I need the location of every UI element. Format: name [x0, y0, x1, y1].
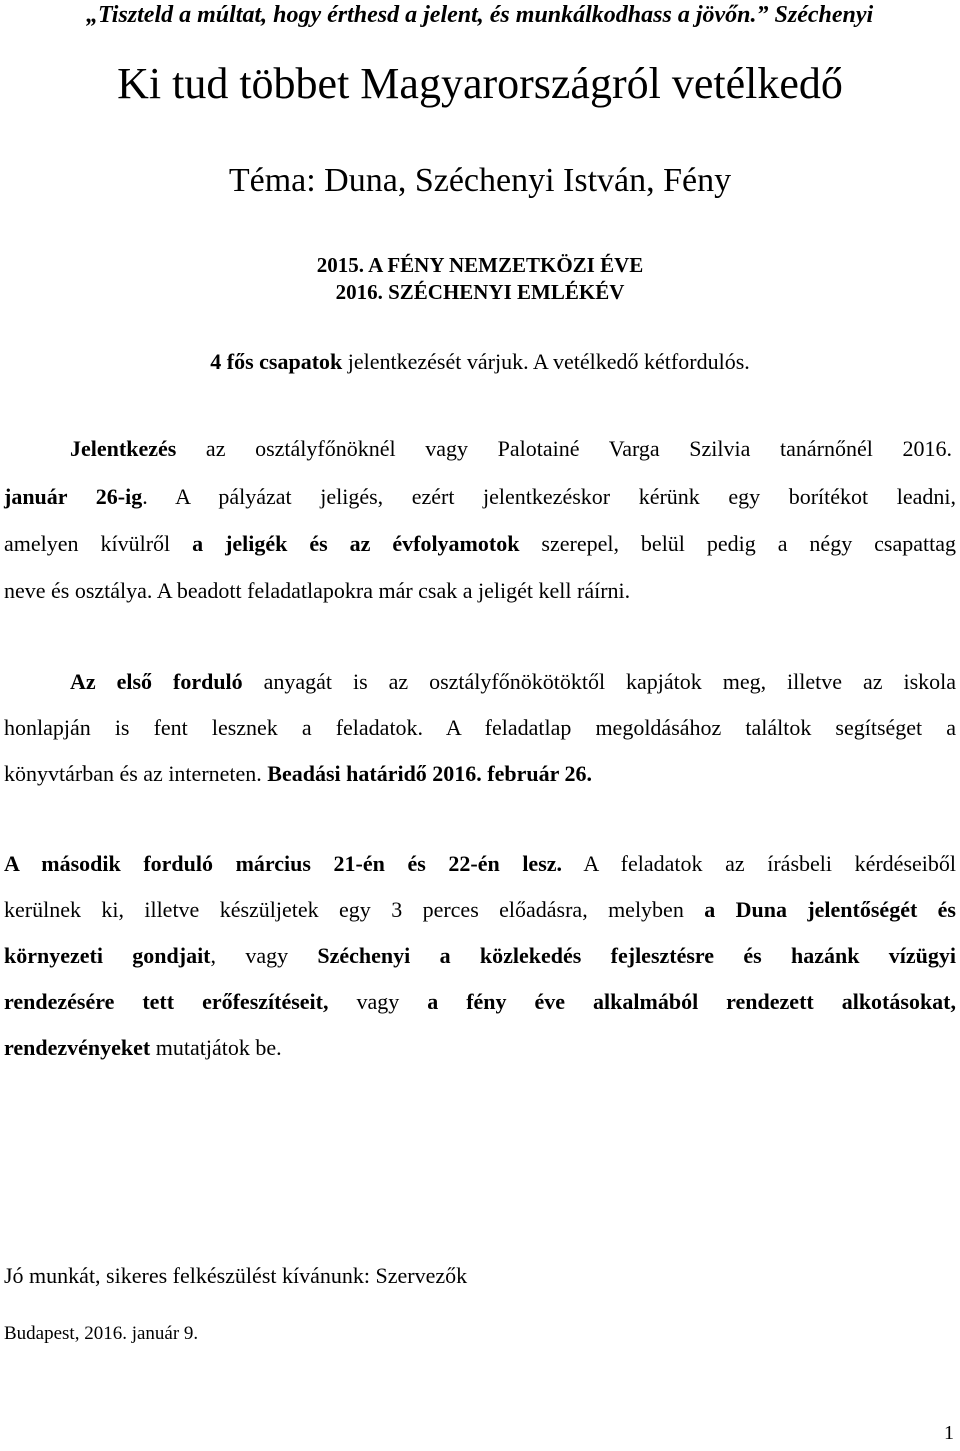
first-round-text: anyagát is az osztályfőnökötöktől kapjátok meg, illetve az iskola: [242, 669, 957, 694]
second-round-text: kerülnek ki, illetve készüljetek egy 3 perces előadásra, melyben: [4, 897, 705, 922]
year-line-1: 2015. A FÉNY NEMZETKÖZI ÉVE: [316, 253, 644, 277]
second-round-line-1: [4, 851, 956, 877]
first-round-line-1: [70, 669, 956, 695]
registration-line-1: [70, 436, 952, 462]
submission-deadline: Beadási határidő 2016. február 26.: [267, 761, 592, 786]
deadline-bold: január 26-ig: [4, 484, 143, 509]
first-round-text: könyvtárban és az interneten.: [4, 761, 268, 786]
second-round-text: vagy: [328, 989, 428, 1014]
registration-line-3: [4, 531, 956, 557]
document-subtitle: Téma: Duna, Széchenyi István, Fény: [228, 162, 732, 199]
topic-bold: a Duna jelentőségét és: [704, 897, 956, 922]
document-title: Ki tud többet Magyarországról vetélkedő: [117, 59, 843, 108]
second-round-text: mutatjátok be.: [150, 1035, 282, 1060]
page-number: 1: [944, 1422, 954, 1444]
topic-bold: rendezvényeket: [4, 1035, 151, 1060]
closing-line: Jó munkát, sikeres felkészülést kívánunk: Szervezők: [4, 1263, 468, 1288]
first-round-line-3: [4, 761, 956, 787]
first-round-bold: Az első forduló: [70, 669, 243, 694]
topic-bold: a fény éve alkalmából rendezett alkotásokat,: [427, 989, 956, 1014]
second-round-line-5: [4, 1035, 956, 1061]
envelope-bold: a jeligék és az évfolyamotok: [192, 531, 520, 556]
topic-bold: környezeti gondjait: [4, 943, 211, 968]
registration-text: az osztályfőnöknél vagy Palotainé Varga Szilvia tanárnőnél 2016.: [176, 436, 952, 461]
topic-bold: Széchenyi a közlekedés fejlesztésre és hazánk vízügyi: [317, 943, 957, 968]
teams-rest: jelentkezését várjuk. A vetélkedő kétfordulós.: [342, 349, 750, 374]
registration-line-2: [4, 484, 956, 510]
year-line-2: 2016. SZÉCHENYI EMLÉKÉV: [335, 280, 625, 304]
second-round-bold: A második forduló március 21-én és 22-én lesz.: [4, 851, 563, 876]
motto-quote: „Tiszteld a múltat, hogy érthesd a jelent, és munkálkodhass a jövőn.” Széchenyi: [86, 2, 874, 28]
second-round-line-4: [4, 989, 956, 1015]
topic-bold: rendezésére tett erőfeszítéseit,: [4, 989, 329, 1014]
registration-text: szerepel, belül pedig a négy csapattag: [519, 531, 957, 556]
registration-line-4: neve és osztálya. A beadott feladatlapokra már csak a jeligét kell ráírni.: [4, 578, 631, 603]
second-round-text: , vagy: [210, 943, 318, 968]
second-round-text: A feladatok az írásbeli kérdéseiből: [562, 851, 956, 876]
second-round-line-2: [4, 897, 956, 923]
registration-text: amelyen kívülről: [4, 531, 193, 556]
teams-bold: 4 fős csapatok: [210, 349, 343, 374]
dateline: Budapest, 2016. január 9.: [4, 1323, 199, 1344]
teams-line: [0, 349, 960, 375]
registration-text: . A pályázat jeligés, ezért jelentkezéskor kérünk egy borítékot leadni,: [142, 484, 956, 509]
registration-bold: Jelentkezés: [70, 436, 177, 461]
second-round-line-3: [4, 943, 956, 969]
first-round-line-2: honlapján is fent lesznek a feladatok. A feladatlap megoldásához találtok segítséget a: [4, 715, 956, 740]
